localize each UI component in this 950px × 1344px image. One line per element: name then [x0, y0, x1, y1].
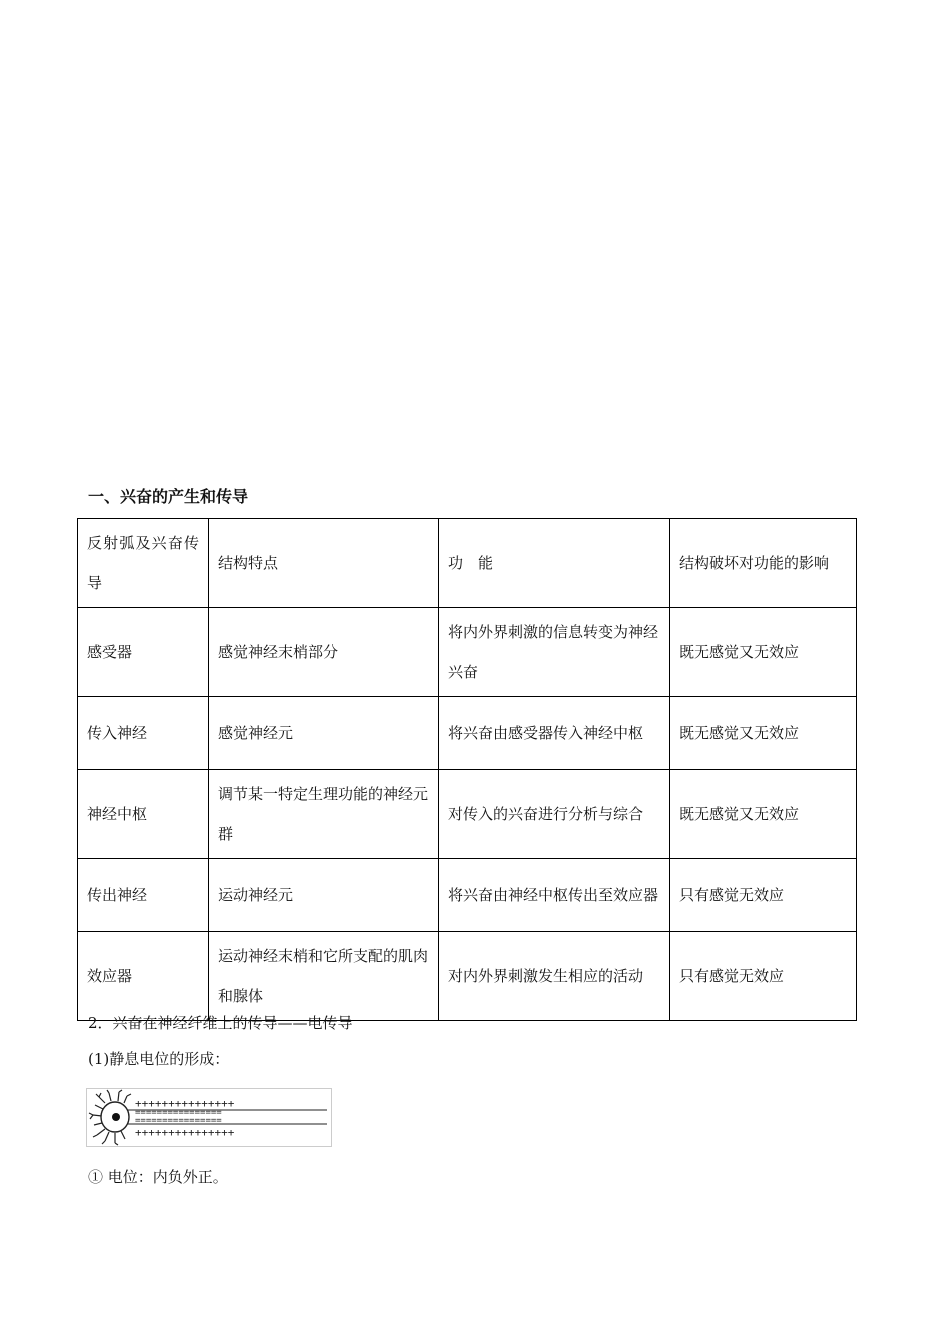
table-cell: 调节某一特定生理功能的神经元群 [209, 770, 439, 859]
table-cell: 感觉神经元 [209, 697, 439, 770]
reflex-arc-table [77, 518, 857, 1021]
neuron-resting-potential-figure [86, 1088, 332, 1147]
table-cell: 运动神经末梢和它所支配的肌肉和腺体 [209, 932, 439, 1021]
table-row [78, 770, 857, 859]
neuron-resting-potential-diagram-icon [87, 1089, 331, 1146]
table-cell: 传入神经 [78, 697, 209, 770]
table-cell: 感受器 [78, 608, 209, 697]
table-row [78, 697, 857, 770]
paragraph-potential-state: ① 电位：内负外正。 [88, 1168, 228, 1186]
outer-positive-signs: +++++++++++++++ [135, 1097, 235, 1110]
bottom-positive-signs: +++++++++++++++ [135, 1126, 235, 1139]
section-title: 一、兴奋的产生和传导 [88, 487, 249, 506]
table-header-row [78, 519, 857, 608]
header-cell: 反射弧及兴奋传导 [78, 519, 209, 608]
paragraph-nerve-conduction: 2．兴奋在神经纤维上的传导——电传导 [88, 1014, 353, 1032]
table-cell: 既无感觉又无效应 [670, 770, 857, 859]
paragraph-resting-potential: (1)静息电位的形成： [88, 1050, 230, 1068]
table-cell: 运动神经元 [209, 859, 439, 932]
table-cell: 既无感觉又无效应 [670, 697, 857, 770]
table-cell: 只有感觉无效应 [670, 859, 857, 932]
header-cell: 结构特点 [209, 519, 439, 608]
table-cell: 将兴奋由神经中枢传出至效应器 [439, 859, 670, 932]
table-cell: 对内外界刺激发生相应的活动 [439, 932, 670, 1021]
table-cell: 传出神经 [78, 859, 209, 932]
table-cell: 将兴奋由感受器传入神经中枢 [439, 697, 670, 770]
header-cell: 结构破坏对功能的影响 [670, 519, 857, 608]
table-cell: 只有感觉无效应 [670, 932, 857, 1021]
table-cell: 对传入的兴奋进行分析与综合 [439, 770, 670, 859]
header-cell: 功 能 [439, 519, 670, 608]
inner-negative-signs-bottom: ================ [135, 1116, 222, 1126]
inner-negative-signs-top: ================ [135, 1108, 222, 1118]
table-cell: 将内外界刺激的信息转变为神经兴奋 [439, 608, 670, 697]
table-row [78, 608, 857, 697]
table-cell: 感觉神经末梢部分 [209, 608, 439, 697]
table-row [78, 859, 857, 932]
table-cell: 神经中枢 [78, 770, 209, 859]
table-cell: 效应器 [78, 932, 209, 1021]
table-row [78, 932, 857, 1021]
table-cell: 既无感觉又无效应 [670, 608, 857, 697]
